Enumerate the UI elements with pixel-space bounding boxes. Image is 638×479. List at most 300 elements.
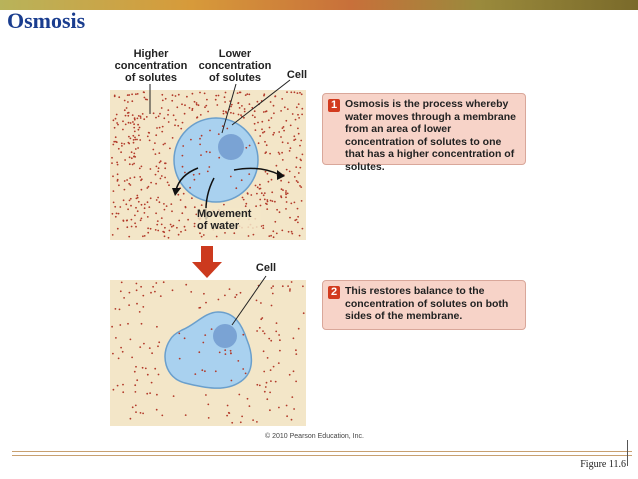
solute-dot bbox=[207, 171, 209, 173]
solute-dot bbox=[191, 109, 193, 111]
label-movement-of-water: Movement of water bbox=[197, 208, 261, 232]
footer-rule-top bbox=[12, 451, 632, 452]
solute-dot bbox=[128, 136, 130, 138]
solute-dot bbox=[273, 366, 275, 368]
solute-dot bbox=[157, 171, 159, 173]
solute-dot bbox=[127, 115, 129, 117]
solute-dot bbox=[266, 199, 268, 201]
solute-dot bbox=[234, 296, 236, 298]
solute-dot bbox=[123, 199, 125, 201]
figure-label: Figure 11.6 bbox=[580, 459, 626, 470]
solute-dot bbox=[215, 99, 217, 101]
solute-dot bbox=[264, 141, 266, 143]
solute-dot bbox=[132, 121, 134, 123]
solute-dot bbox=[245, 373, 247, 375]
solute-dot bbox=[242, 197, 244, 199]
solute-dot bbox=[157, 197, 159, 199]
solute-dot bbox=[230, 350, 232, 352]
solute-dot bbox=[274, 96, 276, 98]
solute-dot bbox=[150, 197, 152, 199]
solute-dot bbox=[142, 235, 144, 237]
solute-dot bbox=[264, 333, 266, 335]
solute-dot bbox=[298, 117, 300, 119]
solute-dot bbox=[149, 347, 151, 349]
solute-dot bbox=[198, 104, 200, 106]
solute-dot bbox=[127, 112, 129, 114]
solute-dot bbox=[286, 415, 288, 417]
solute-dot bbox=[293, 139, 295, 141]
solute-dot bbox=[198, 307, 200, 309]
solute-dot bbox=[122, 391, 124, 393]
solute-dot bbox=[196, 102, 198, 104]
solute-dot bbox=[137, 197, 139, 199]
solute-dot bbox=[147, 232, 149, 234]
solute-dot bbox=[118, 184, 120, 186]
solute-dot bbox=[254, 116, 256, 118]
solute-dot bbox=[163, 231, 165, 233]
solute-dot bbox=[294, 219, 296, 221]
solute-dot bbox=[116, 213, 118, 215]
solute-dot bbox=[139, 127, 141, 129]
solute-dot bbox=[164, 209, 166, 211]
solute-dot bbox=[130, 418, 132, 420]
solute-dot bbox=[262, 225, 264, 227]
solute-dot bbox=[141, 323, 143, 325]
solute-dot bbox=[156, 166, 158, 168]
solute-dot bbox=[301, 93, 303, 95]
solute-dot bbox=[294, 176, 296, 178]
leader-cell-bottom bbox=[232, 276, 266, 325]
solute-dot bbox=[279, 211, 281, 213]
solute-dot bbox=[136, 195, 138, 197]
solute-dot bbox=[248, 173, 250, 175]
solute-dot bbox=[282, 141, 284, 143]
solute-dot bbox=[112, 234, 114, 236]
solute-dot bbox=[259, 385, 261, 387]
solute-dot bbox=[148, 186, 150, 188]
solute-dot bbox=[124, 189, 126, 191]
solute-dot bbox=[128, 94, 130, 96]
solute-dot bbox=[141, 218, 143, 220]
solute-dot bbox=[117, 385, 119, 387]
solute-dot bbox=[248, 235, 250, 237]
solute-dot bbox=[135, 148, 137, 150]
solute-dot bbox=[282, 189, 284, 191]
solute-dot bbox=[263, 350, 265, 352]
solute-dot bbox=[287, 193, 289, 195]
solute-dot bbox=[163, 281, 165, 283]
solute-dot bbox=[174, 124, 176, 126]
solute-dot bbox=[165, 98, 167, 100]
solute-dot bbox=[140, 286, 142, 288]
solute-dot bbox=[129, 177, 131, 179]
solute-dot bbox=[240, 421, 242, 423]
solute-dot bbox=[247, 192, 249, 194]
solute-dot bbox=[199, 144, 201, 146]
solute-dot bbox=[111, 157, 113, 159]
solute-dot bbox=[189, 187, 191, 189]
solute-dot bbox=[142, 295, 144, 297]
solute-dot bbox=[122, 129, 124, 131]
solute-dot bbox=[275, 331, 277, 333]
solute-dot bbox=[273, 132, 275, 134]
solute-dot bbox=[240, 114, 242, 116]
solute-dot bbox=[272, 285, 274, 287]
nucleus-after bbox=[213, 324, 237, 348]
solute-dot bbox=[129, 156, 131, 158]
solute-dot bbox=[230, 106, 232, 108]
solute-dot bbox=[128, 122, 130, 124]
solute-dot bbox=[269, 153, 271, 155]
solute-dot bbox=[162, 100, 164, 102]
solute-dot bbox=[167, 182, 169, 184]
solute-dot bbox=[252, 115, 254, 117]
solute-dot bbox=[133, 163, 135, 165]
solute-dot bbox=[136, 303, 138, 305]
solute-dot bbox=[218, 299, 220, 301]
solute-dot bbox=[131, 93, 133, 95]
solute-dot bbox=[164, 143, 166, 145]
solute-dot bbox=[278, 362, 280, 364]
solute-dot bbox=[178, 333, 180, 335]
solute-dot bbox=[190, 139, 192, 141]
solute-dot bbox=[254, 110, 256, 112]
solute-dot bbox=[112, 175, 114, 177]
solute-dot bbox=[134, 137, 136, 139]
solute-dot bbox=[178, 94, 180, 96]
solute-dot bbox=[135, 93, 137, 95]
solute-dot bbox=[224, 349, 226, 351]
solute-dot bbox=[242, 368, 244, 370]
solute-dot bbox=[201, 236, 203, 238]
solute-dot bbox=[271, 179, 273, 181]
solute-dot bbox=[196, 104, 198, 106]
solute-dot bbox=[291, 396, 293, 398]
solute-dot bbox=[262, 132, 264, 134]
solute-dot bbox=[130, 339, 132, 341]
solute-dot bbox=[133, 153, 135, 155]
solute-dot bbox=[303, 312, 305, 314]
solute-dot bbox=[112, 353, 114, 355]
solute-dot bbox=[259, 327, 261, 329]
solute-dot bbox=[285, 190, 287, 192]
solute-dot bbox=[230, 112, 232, 114]
solute-dot bbox=[276, 233, 278, 235]
solute-dot bbox=[147, 216, 149, 218]
solute-dot bbox=[208, 166, 210, 168]
solute-dot bbox=[270, 369, 272, 371]
solute-dot bbox=[169, 148, 171, 150]
solute-dot bbox=[157, 220, 159, 222]
solute-dot bbox=[301, 114, 303, 116]
solute-dot bbox=[218, 133, 220, 135]
solute-dot bbox=[300, 160, 302, 162]
solute-dot bbox=[293, 370, 295, 372]
solute-dot bbox=[290, 125, 292, 127]
cell-before bbox=[174, 118, 258, 202]
solute-dot bbox=[276, 209, 278, 211]
solute-dot bbox=[289, 288, 291, 290]
solute-dot bbox=[226, 415, 228, 417]
solute-dot bbox=[118, 358, 120, 360]
solute-dot bbox=[218, 95, 220, 97]
solute-dot bbox=[287, 108, 289, 110]
solute-dot bbox=[264, 192, 266, 194]
solute-dot bbox=[113, 190, 115, 192]
solute-dot bbox=[226, 128, 228, 130]
solute-dot bbox=[180, 128, 182, 130]
copyright: © 2010 Pearson Education, Inc. bbox=[265, 433, 364, 440]
solute-dot bbox=[194, 226, 196, 228]
solute-dot bbox=[155, 153, 157, 155]
solute-dot bbox=[184, 172, 186, 174]
solute-dot bbox=[280, 180, 282, 182]
solute-dot bbox=[289, 217, 291, 219]
solute-dot bbox=[263, 111, 265, 113]
solute-dot bbox=[196, 117, 198, 119]
solute-dot bbox=[155, 282, 157, 284]
solute-dot bbox=[288, 182, 290, 184]
solute-dot bbox=[137, 93, 139, 95]
solute-dot bbox=[291, 231, 293, 233]
solute-dot bbox=[164, 167, 166, 169]
solute-dot bbox=[125, 203, 127, 205]
solute-dot bbox=[272, 230, 274, 232]
solute-dot bbox=[175, 119, 177, 121]
solute-dot bbox=[298, 103, 300, 105]
solute-dot bbox=[204, 93, 206, 95]
solute-dot bbox=[185, 229, 187, 231]
solute-dot bbox=[161, 175, 163, 177]
solute-dot bbox=[159, 127, 161, 129]
solute-dot bbox=[122, 351, 124, 353]
slide-title: Osmosis bbox=[7, 8, 86, 33]
solute-dot bbox=[199, 92, 201, 94]
solute-dot bbox=[202, 342, 204, 344]
solute-dot bbox=[297, 181, 299, 183]
solute-dot bbox=[144, 97, 146, 99]
solute-dot bbox=[274, 221, 276, 223]
solute-dot bbox=[155, 174, 157, 176]
solute-dot bbox=[180, 231, 182, 233]
solute-dot bbox=[264, 199, 266, 201]
solute-dot bbox=[130, 138, 132, 140]
solute-dot bbox=[289, 374, 291, 376]
solute-dot bbox=[173, 225, 175, 227]
solute-dot bbox=[266, 382, 268, 384]
solute-dot bbox=[291, 233, 293, 235]
solute-dot bbox=[246, 93, 248, 95]
solute-dot bbox=[295, 381, 297, 383]
solute-dot bbox=[120, 347, 122, 349]
nucleus-before bbox=[218, 134, 244, 160]
solute-dot bbox=[168, 121, 170, 123]
solute-dot bbox=[144, 207, 146, 209]
solute-dot bbox=[204, 106, 206, 108]
solute-dot bbox=[181, 212, 183, 214]
solute-dot bbox=[200, 154, 202, 156]
solute-dot bbox=[272, 200, 274, 202]
solute-dot bbox=[223, 113, 225, 115]
solute-dot bbox=[134, 131, 136, 133]
solute-dot bbox=[154, 291, 156, 293]
solute-dot bbox=[255, 129, 257, 131]
solute-dot bbox=[244, 108, 246, 110]
solute-dot bbox=[228, 412, 230, 414]
solute-dot bbox=[245, 205, 247, 207]
solute-dot bbox=[114, 206, 116, 208]
solute-dot bbox=[115, 136, 117, 138]
solute-dot bbox=[281, 188, 283, 190]
solute-dot bbox=[263, 194, 265, 196]
solute-dot bbox=[161, 217, 163, 219]
solute-dot bbox=[194, 206, 196, 208]
solute-dot bbox=[176, 106, 178, 108]
solute-dot bbox=[229, 288, 231, 290]
solute-dot bbox=[114, 96, 116, 98]
solute-dot bbox=[296, 106, 298, 108]
solute-dot bbox=[278, 334, 280, 336]
solute-dot bbox=[205, 302, 207, 304]
solute-dot bbox=[127, 323, 129, 325]
solute-dot bbox=[157, 230, 159, 232]
solute-dot bbox=[254, 123, 256, 125]
solute-dot bbox=[235, 187, 237, 189]
solute-dot bbox=[289, 290, 291, 292]
solute-dot bbox=[121, 282, 123, 284]
solute-dot bbox=[276, 165, 278, 167]
solute-dot bbox=[199, 173, 201, 175]
solute-dot bbox=[146, 393, 148, 395]
solute-dot bbox=[153, 112, 155, 114]
solute-dot bbox=[299, 92, 301, 94]
solute-dot bbox=[204, 334, 206, 336]
solute-dot bbox=[135, 207, 137, 209]
solute-dot bbox=[161, 131, 163, 133]
solute-dot bbox=[118, 148, 120, 150]
solute-dot bbox=[116, 162, 118, 164]
solute-dot bbox=[132, 114, 134, 116]
solute-dot bbox=[149, 140, 151, 142]
solute-dot bbox=[158, 167, 160, 169]
solute-dot bbox=[142, 367, 144, 369]
solute-dot bbox=[169, 230, 171, 232]
solute-dot bbox=[131, 219, 133, 221]
solute-dot bbox=[147, 201, 149, 203]
solute-dot bbox=[211, 328, 213, 330]
solute-dot bbox=[131, 157, 133, 159]
solute-dot bbox=[132, 135, 134, 137]
solute-dot bbox=[133, 127, 135, 129]
solute-dot bbox=[118, 213, 120, 215]
solute-dot bbox=[161, 415, 163, 417]
solute-dot bbox=[149, 392, 151, 394]
solute-dot bbox=[255, 185, 257, 187]
solute-dot bbox=[282, 127, 284, 129]
solute-dot bbox=[223, 110, 225, 112]
solute-dot bbox=[269, 127, 271, 129]
solute-dot bbox=[256, 300, 258, 302]
solute-dot bbox=[189, 107, 191, 109]
solute-dot bbox=[201, 204, 203, 206]
solute-dot bbox=[260, 318, 262, 320]
solute-dot bbox=[139, 311, 141, 313]
solute-dot bbox=[285, 208, 287, 210]
solute-dot bbox=[131, 226, 133, 228]
solute-dot bbox=[129, 163, 131, 165]
solute-dot bbox=[163, 144, 165, 146]
solute-dot bbox=[278, 131, 280, 133]
solute-dot bbox=[224, 232, 226, 234]
solute-dot bbox=[208, 417, 210, 419]
solute-dot bbox=[115, 308, 117, 310]
solute-dot bbox=[114, 127, 116, 129]
solute-dot bbox=[135, 391, 137, 393]
solute-dot bbox=[270, 235, 272, 237]
solute-dot bbox=[120, 290, 122, 292]
solute-dot bbox=[224, 101, 226, 103]
solute-dot bbox=[126, 226, 128, 228]
solute-dot bbox=[239, 92, 241, 94]
solute-dot bbox=[168, 184, 170, 186]
solute-dot bbox=[150, 182, 152, 184]
solute-dot bbox=[116, 114, 118, 116]
solute-dot bbox=[299, 145, 301, 147]
solute-dot bbox=[177, 125, 179, 127]
solute-dot bbox=[281, 152, 283, 154]
solute-dot bbox=[185, 284, 187, 286]
solute-dot bbox=[155, 117, 157, 119]
solute-dot bbox=[170, 203, 172, 205]
callout-2-text: This restores balance to the concentration of solutes on both sides of the membrane. bbox=[345, 285, 509, 322]
solute-dot bbox=[142, 306, 144, 308]
solute-dot bbox=[295, 353, 297, 355]
solute-dot bbox=[159, 162, 161, 164]
solute-dot bbox=[292, 113, 294, 115]
solute-dot bbox=[263, 371, 265, 373]
solute-dot bbox=[131, 357, 133, 359]
solute-dot bbox=[218, 157, 220, 159]
solute-dot bbox=[123, 143, 125, 145]
solute-dot bbox=[122, 220, 124, 222]
solute-dot bbox=[298, 172, 300, 174]
solute-dot bbox=[138, 201, 140, 203]
solute-dot bbox=[151, 352, 153, 354]
solute-dot bbox=[136, 379, 138, 381]
solute-dot bbox=[148, 132, 150, 134]
solute-dot bbox=[191, 197, 193, 199]
solute-dot bbox=[133, 142, 135, 144]
solute-dot bbox=[297, 222, 299, 224]
solute-dot bbox=[209, 151, 211, 153]
solute-dot bbox=[182, 122, 184, 124]
solute-dot bbox=[297, 127, 299, 129]
solute-dot bbox=[263, 93, 265, 95]
solute-dot bbox=[249, 145, 251, 147]
solute-dot bbox=[183, 193, 185, 195]
solute-dot bbox=[142, 413, 144, 415]
solute-dot bbox=[275, 381, 277, 383]
solute-dot bbox=[148, 206, 150, 208]
solute-dot bbox=[178, 234, 180, 236]
footer-divider bbox=[627, 440, 628, 466]
solute-dot bbox=[155, 183, 157, 185]
solute-dot bbox=[117, 173, 119, 175]
solute-dot bbox=[286, 91, 288, 93]
solute-dot bbox=[184, 337, 186, 339]
solute-dot bbox=[241, 105, 243, 107]
solute-dot bbox=[137, 210, 139, 212]
